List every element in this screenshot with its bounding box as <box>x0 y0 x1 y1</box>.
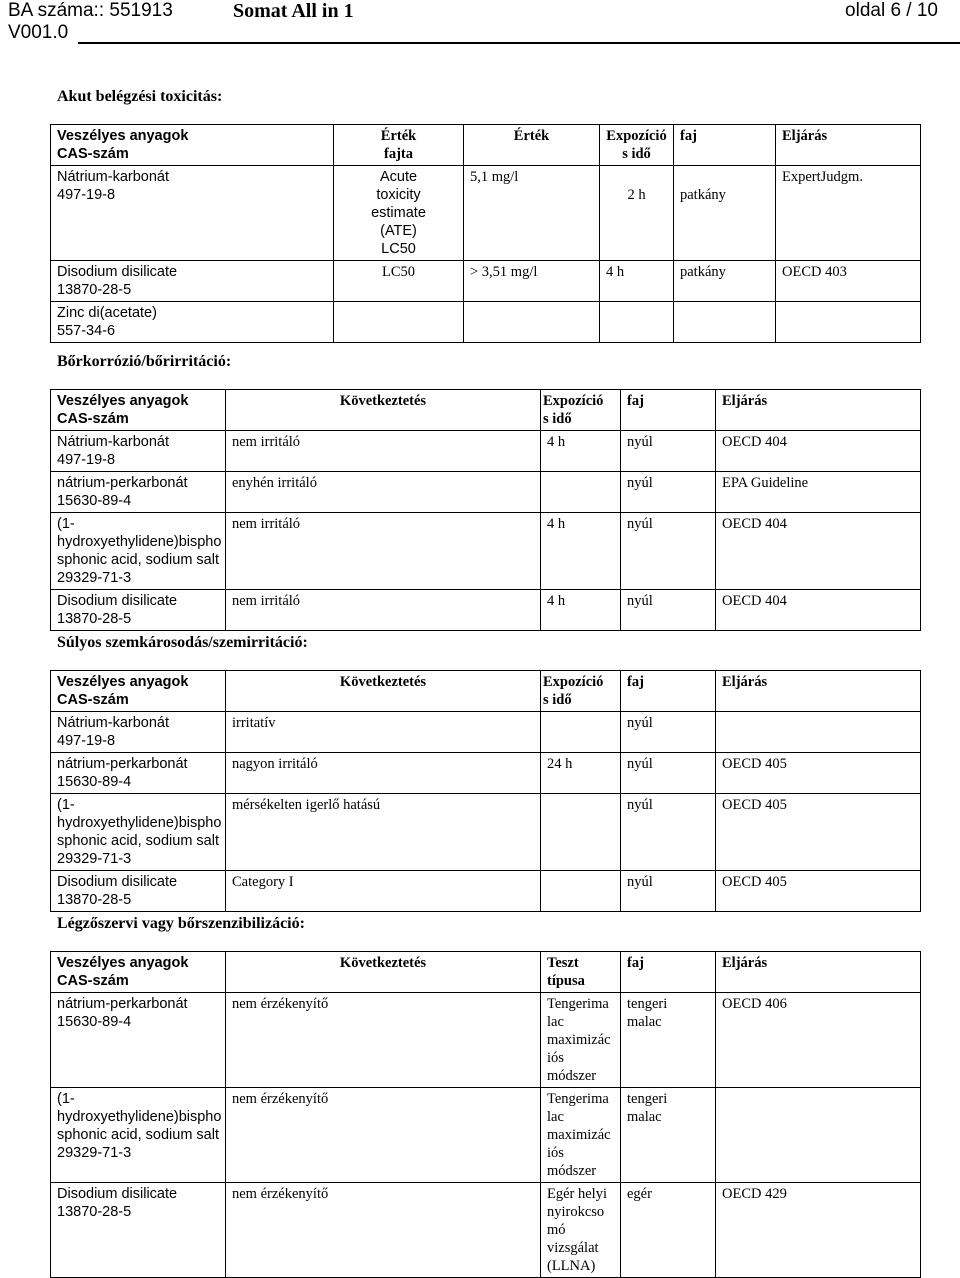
species: nyúl <box>627 797 653 813</box>
col-value: Érték <box>513 128 550 144</box>
table-row <box>51 261 921 302</box>
exposure-time: 4 h <box>547 593 566 609</box>
substance-name: (1- hydroxyethylidene)bispho sphonic acid, sodium salt <box>57 516 222 568</box>
conclusion: irritatív <box>232 715 276 731</box>
col-method: Eljárás <box>782 128 828 144</box>
table-row <box>51 1183 921 1278</box>
col-kind-2: fajta <box>384 146 413 162</box>
cas-number: 15630-89-4 <box>57 774 132 790</box>
substance-name: (1- hydroxyethylidene)bispho sphonic acid, sodium salt <box>57 797 222 849</box>
test-type: Tengerima <box>547 1091 609 1107</box>
col-species: faj <box>627 393 644 409</box>
test-type: mó <box>547 1222 566 1238</box>
section-title-eye: Súlyos szemkárosodás/szemirritáció: <box>57 634 308 651</box>
col-exposure: Expozíció <box>543 674 604 690</box>
section-title-sensitisation: Légzőszervi vagy bőrszenzibilizáció: <box>57 915 305 932</box>
test-type: lac <box>547 1109 564 1125</box>
cas-number: 29329-71-3 <box>57 570 132 586</box>
col-cas: CAS-szám <box>57 146 129 162</box>
species: patkány <box>680 264 726 280</box>
method: OECD 404 <box>722 434 787 450</box>
test-type: maximizác <box>547 1032 611 1048</box>
cas-number: 13870-28-5 <box>57 611 132 627</box>
table-row <box>51 712 921 753</box>
cas-number: 29329-71-3 <box>57 1145 132 1161</box>
cas-number: 15630-89-4 <box>57 493 132 509</box>
substance-name: (1- hydroxyethylidene)bispho sphonic acid, sodium salt <box>57 1091 222 1143</box>
test-type: nyirokcso <box>547 1204 605 1220</box>
exposure-time: 2 h <box>627 187 646 203</box>
substance-name: nátrium-perkarbonát <box>57 475 188 491</box>
species: malac <box>627 1014 662 1030</box>
test-type: lac <box>547 1014 564 1030</box>
species: tengeri <box>627 1091 668 1107</box>
conclusion: nem irritáló <box>232 434 301 450</box>
col-method: Eljárás <box>722 955 768 971</box>
substance-name: Disodium disilicate <box>57 593 178 609</box>
substance-name: nátrium-perkarbonát <box>57 996 188 1012</box>
substance-name: Disodium disilicate <box>57 874 178 890</box>
table-row <box>51 753 921 794</box>
version: V001.0 <box>8 22 69 43</box>
method: EPA Guideline <box>722 475 809 491</box>
conclusion: nem érzékenyítő <box>232 996 329 1012</box>
test-type: módszer <box>547 1163 597 1179</box>
method: OECD 429 <box>722 1186 787 1202</box>
col-substance: Veszélyes anyagok <box>57 128 189 144</box>
table-row <box>51 513 921 590</box>
exposure-time: 24 h <box>547 756 573 772</box>
table-row <box>51 1088 921 1183</box>
conclusion: mérsékelten igerlő hatású <box>232 797 381 813</box>
cas-number: 13870-28-5 <box>57 282 132 298</box>
cas-number: 13870-28-5 <box>57 892 132 908</box>
cas-number: 497-19-8 <box>57 187 116 203</box>
col-species: faj <box>627 674 644 690</box>
page-header <box>8 0 960 44</box>
col-conclusion: Következtetés <box>339 674 427 690</box>
exposure-time: 4 h <box>606 264 625 280</box>
table-row <box>51 590 921 631</box>
test-type: módszer <box>547 1068 597 1084</box>
value-kind: toxicity <box>376 187 421 203</box>
table-header-row <box>51 390 921 431</box>
substance-name: Disodium disilicate <box>57 1186 178 1202</box>
section-title-inhalation: Akut belégzési toxicitás: <box>57 88 223 105</box>
value-kind: LC50 <box>381 264 416 280</box>
table-row <box>51 302 921 343</box>
col-exposure: Expozíció <box>606 128 667 144</box>
table-header-row <box>51 125 921 166</box>
exposure-time: 4 h <box>547 434 566 450</box>
method: ExpertJudgm. <box>782 169 863 185</box>
test-type: maximizác <box>547 1127 611 1143</box>
test-type: Egér helyi <box>547 1186 607 1202</box>
value-kind: (ATE) <box>380 223 417 239</box>
test-type: Tengerima <box>547 996 609 1012</box>
col-conclusion: Következtetés <box>339 393 427 409</box>
col-substance: Veszélyes anyagok <box>57 674 189 690</box>
cas-number: 15630-89-4 <box>57 1014 132 1030</box>
cas-number: 29329-71-3 <box>57 851 132 867</box>
table-row <box>51 794 921 871</box>
substance-name: Disodium disilicate <box>57 264 178 280</box>
table-row <box>51 871 921 912</box>
col-test-type: Teszt <box>547 955 579 971</box>
substance-name: Zinc di(acetate) <box>57 305 157 321</box>
col-cas: CAS-szám <box>57 973 129 989</box>
species: nyúl <box>627 874 653 890</box>
value: > 3,51 mg/l <box>470 264 538 280</box>
col-exposure-2: s idő <box>622 146 651 162</box>
value-kind: estimate <box>371 205 426 221</box>
col-method: Eljárás <box>722 393 768 409</box>
species: nyúl <box>627 756 653 772</box>
skin-corrosion-table <box>50 389 921 631</box>
species: nyúl <box>627 593 653 609</box>
col-cas: CAS-szám <box>57 692 129 708</box>
test-type: iós <box>547 1050 564 1066</box>
table-row <box>51 166 921 261</box>
species: tengeri <box>627 996 668 1012</box>
method: OECD 405 <box>722 874 787 890</box>
method: OECD 404 <box>722 516 787 532</box>
conclusion: enyhén irritáló <box>232 475 317 491</box>
ba-number: BA száma:: 551913 <box>8 0 173 21</box>
species: nyúl <box>627 715 653 731</box>
conclusion: nagyon irritáló <box>232 756 318 772</box>
product-name: Somat All in 1 <box>233 0 354 22</box>
col-kind: Érték <box>380 128 417 144</box>
substance-name: nátrium-perkarbonát <box>57 756 188 772</box>
col-test-type-2: típusa <box>547 973 585 989</box>
col-method: Eljárás <box>722 674 768 690</box>
page-number: oldal 6 / 10 <box>845 0 938 21</box>
species: egér <box>627 1186 652 1202</box>
method: OECD 406 <box>722 996 787 1012</box>
table-row <box>51 472 921 513</box>
test-type: iós <box>547 1145 564 1161</box>
table-header-row <box>51 671 921 712</box>
sensitisation-table <box>50 951 921 1278</box>
col-exposure-2: s idő <box>543 411 572 427</box>
value: 5,1 mg/l <box>470 169 519 185</box>
method: OECD 404 <box>722 593 787 609</box>
table-row <box>51 993 921 1088</box>
col-substance: Veszélyes anyagok <box>57 955 189 971</box>
conclusion: nem érzékenyítő <box>232 1186 329 1202</box>
value-kind: Acute <box>379 169 418 185</box>
species: nyúl <box>627 516 653 532</box>
conclusion: Category I <box>232 874 294 890</box>
eye-damage-table <box>50 670 921 912</box>
exposure-time: 4 h <box>547 516 566 532</box>
species: nyúl <box>627 434 653 450</box>
table-row <box>51 431 921 472</box>
inhalation-table <box>50 124 921 343</box>
test-type: vizsgálat <box>547 1240 599 1256</box>
test-type: (LLNA) <box>547 1258 596 1274</box>
method: OECD 405 <box>722 756 787 772</box>
substance-name: Nátrium-karbonát <box>57 434 170 450</box>
species: patkány <box>680 187 726 203</box>
conclusion: nem érzékenyítő <box>232 1091 329 1107</box>
species: malac <box>627 1109 662 1125</box>
substance-name: Nátrium-karbonát <box>57 715 170 731</box>
conclusion: nem irritáló <box>232 516 301 532</box>
table-header-row <box>51 952 921 993</box>
col-species: faj <box>680 128 697 144</box>
col-conclusion: Következtetés <box>339 955 427 971</box>
cas-number: 497-19-8 <box>57 733 116 749</box>
cas-number: 497-19-8 <box>57 452 116 468</box>
col-cas: CAS-szám <box>57 411 129 427</box>
method: OECD 405 <box>722 797 787 813</box>
conclusion: nem irritáló <box>232 593 301 609</box>
header-rule <box>78 42 960 44</box>
cas-number: 13870-28-5 <box>57 1204 132 1220</box>
section-title-skin: Bőrkorrózió/bőrirritáció: <box>57 353 232 370</box>
cas-number: 557-34-6 <box>57 323 116 339</box>
value-kind: LC50 <box>381 241 416 257</box>
species: nyúl <box>627 475 653 491</box>
col-exposure: Expozíció <box>543 393 604 409</box>
col-exposure-2: s idő <box>543 692 572 708</box>
method: OECD 403 <box>782 264 847 280</box>
col-species: faj <box>627 955 644 971</box>
col-substance: Veszélyes anyagok <box>57 393 189 409</box>
substance-name: Nátrium-karbonát <box>57 169 170 185</box>
